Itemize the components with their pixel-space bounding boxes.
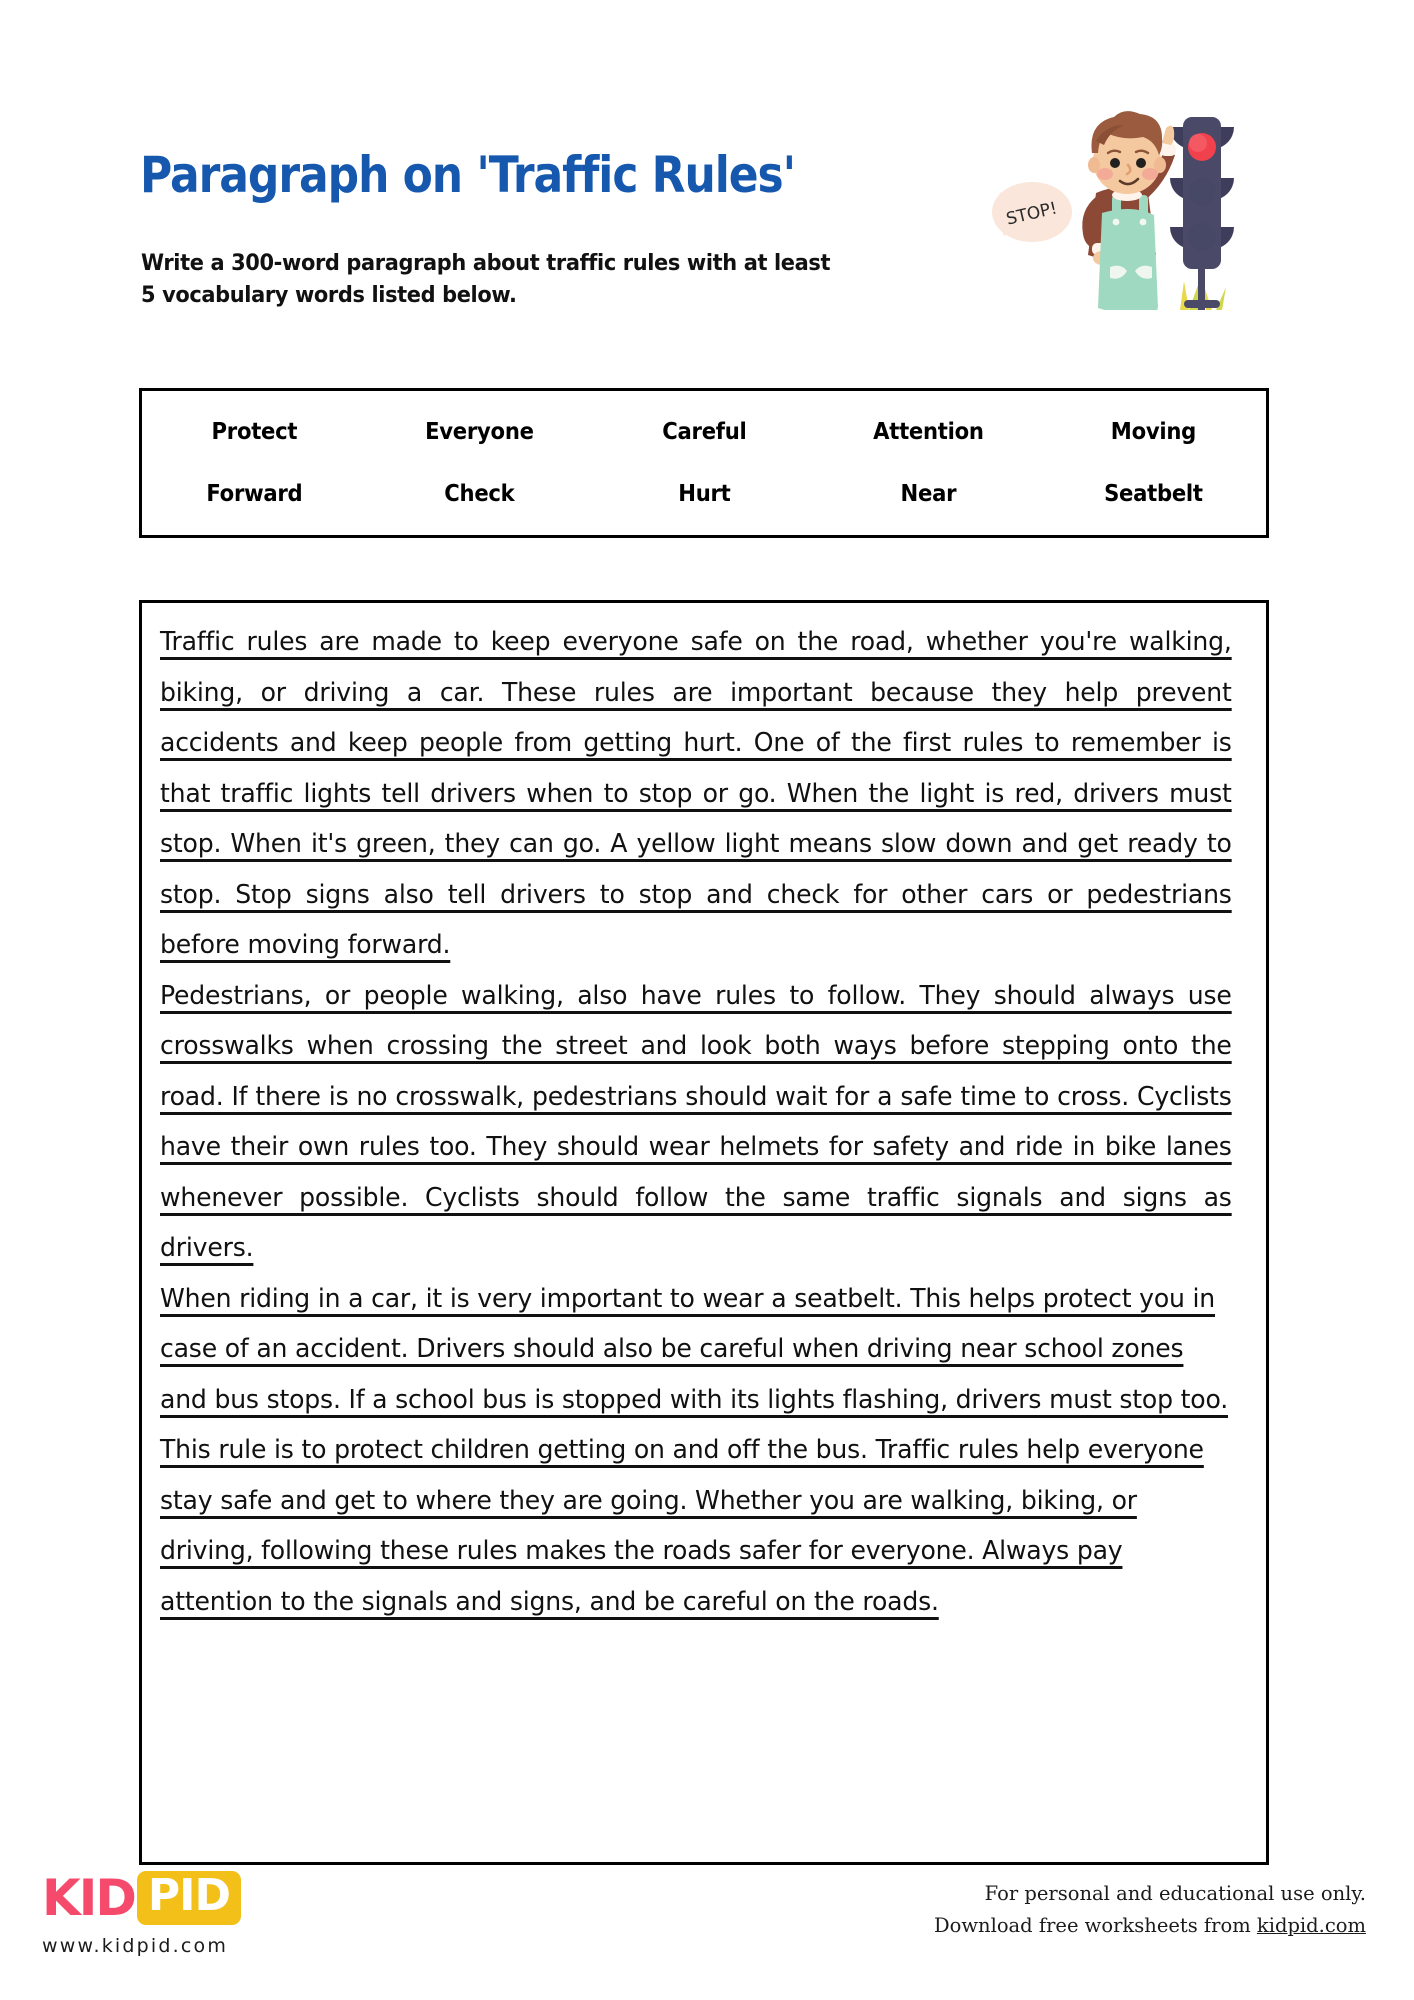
footer-notice xyxy=(934,1878,1366,1941)
vocabulary-word-box xyxy=(139,388,1269,538)
vocabulary-word: Everyone xyxy=(424,419,534,445)
footer-download-text: Download free worksheets from xyxy=(933,1913,1257,1937)
footer-usage-notice: For personal and educational use only. xyxy=(984,1882,1366,1905)
logo-kid-text: KID xyxy=(42,1869,135,1927)
kidpid-branding xyxy=(42,1870,241,1957)
answer-paragraph: When riding in a car, it is very important to wear a seatbelt. This helps protect you in case of an accident. Drivers should also be careful when driving near school zones and bus stops. If a school bus is stopped with its lights flashing, drivers must stop too. This rule is to protect children getting on and off the bus. Traffic rules help everyone stay safe and get to where they are going. Whether you are walking, biking, or driving, following these rules makes the roads safer for everyone. Always pay attention to the signals and signs, and be careful on the roads. xyxy=(160,1283,1228,1617)
answer-text-box xyxy=(139,600,1269,1865)
answer-paragraph: Pedestrians, or people walking, also have rules to follow. They should always use crosswalks when crossing the street and look both ways before stepping onto the road. If there is no crosswalk, pedestrians should wait for a safe time to cross. Cyclists have their own rules too. They should wear helmets for safety and ride in bike lanes whenever possible. Cyclists should follow the same traffic signals and signs as drivers. xyxy=(160,980,1232,1263)
vocabulary-row xyxy=(142,401,1266,463)
answer-paragraph: Traffic rules are made to keep everyone safe on the road, whether you're walking, biking, or driving a car. These rules are important because they help prevent accidents and keep people from getting hurt. One of the first rules to remember is that traffic lights tell drivers when to stop or go. When the light is red, drivers must stop. When it's green, they can go. A yellow light means slow down and get ready to stop. Stop signs also tell drivers to stop and check for other cars or pedestrians before moving forward. xyxy=(160,627,1232,960)
kidpid-website-link[interactable]: kidpid.com xyxy=(1256,1913,1366,1937)
vocabulary-word: Careful xyxy=(661,419,747,445)
vocabulary-word: Protect xyxy=(211,419,298,445)
kidpid-logo xyxy=(42,1870,241,1926)
vocabulary-word: Near xyxy=(900,481,957,507)
footer-download-line xyxy=(934,1910,1366,1942)
logo-pid-text: PID xyxy=(137,1871,241,1924)
worksheet-header xyxy=(0,0,1414,380)
worksheet-footer xyxy=(0,1860,1414,2000)
vocabulary-word: Hurt xyxy=(677,481,731,507)
worksheet-instructions: Write a 300-word paragraph about traffic rules with at least 5 vocabulary words listed below. xyxy=(141,250,831,308)
speech-bubble-icon xyxy=(992,182,1072,242)
header-illustration xyxy=(984,95,1284,310)
vocabulary-word: Check xyxy=(444,481,515,507)
boy-character-icon xyxy=(1082,111,1176,310)
logo-website-url: www.kidpid.com xyxy=(42,1935,229,1957)
vocabulary-word: Seatbelt xyxy=(1104,481,1203,507)
vocabulary-word: Attention xyxy=(873,419,985,445)
vocabulary-word: Moving xyxy=(1110,419,1197,445)
svg-text:STOP!: STOP! xyxy=(1004,198,1060,230)
vocabulary-row xyxy=(142,463,1266,525)
page-title: Paragraph on 'Traffic Rules' xyxy=(140,146,796,204)
vocabulary-word: Forward xyxy=(206,481,303,507)
traffic-light-icon xyxy=(1170,117,1234,310)
